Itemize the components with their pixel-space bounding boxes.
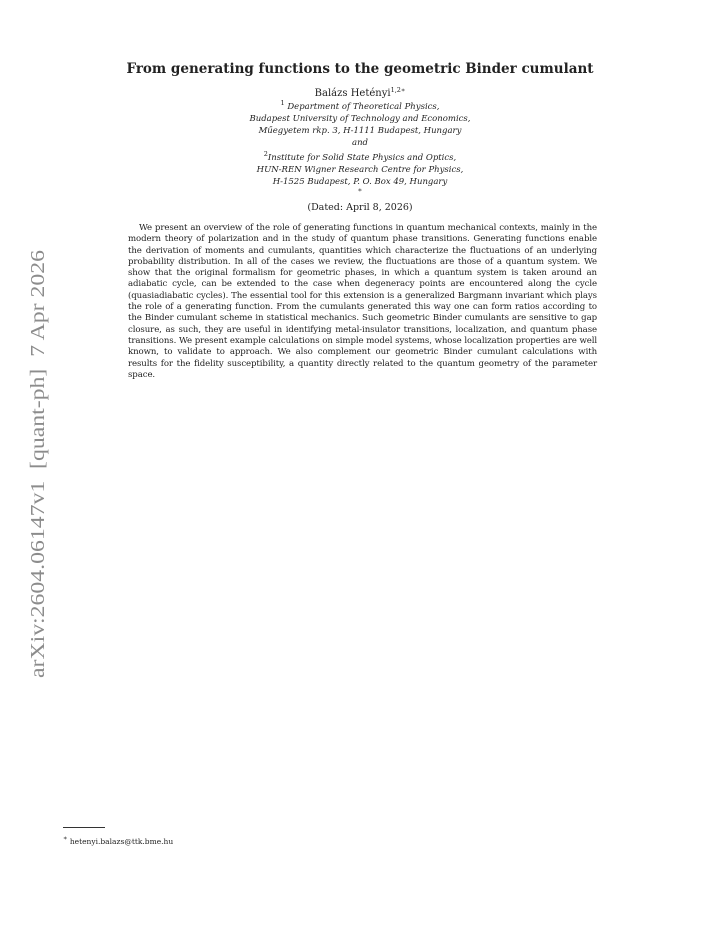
arxiv-sidebar-stamp xyxy=(16,250,56,680)
star-marker: ∗ xyxy=(357,186,363,194)
affiliation-1-line-1 xyxy=(0,101,720,113)
affiliation-1-line-2: Budapest University of Technology and Economics, xyxy=(249,114,471,124)
arxiv-identifier: arXiv:2604.06147v1 [quant-ph] 7 Apr 2026 xyxy=(28,326,49,678)
author-email: hetenyi.balazs@ttk.bme.hu xyxy=(69,837,174,846)
author-line xyxy=(0,88,720,100)
footnote xyxy=(63,834,174,847)
affiliation-2-line-1 xyxy=(0,152,720,164)
footnote-marker: ∗ xyxy=(63,834,68,842)
affiliation-2-text: Institute for Solid State Physics and Optics, xyxy=(267,153,457,163)
dated-line: (Dated: April 8, 2026) xyxy=(307,202,413,213)
author-affiliation-marker: 1,2∗ xyxy=(390,86,406,94)
abstract: We present an overview of the role of generating functions in quantum mechanical contexts, mainly in the modern theory of polarization and in the study of quantum phase transitions. Generating functions enable the derivation of moments and cumulants, quantities which characterize the fluctuations of an underlying probability distribution. In all of the cases we review, the fluctuations are those of a quantum system. We show that the original formalism for geometric phases, in which a quantum system is taken around an adiabatic cycle, can be extended to the case when degeneracy points are encountered along the cycle (quasiadiabatic cycles). The essential tool for this extension is a generalized Bargmann invariant which plays the role of a generating function. From the cumulants generated this way one can form ratios according to the Binder cumulant scheme in statistical mechanics. Such geometric Binder cumulants are sensitive to gap closure, as such, they are useful in identifying metal-insulator transitions, localization, and quantum phase transitions. We present example calculations on simple model systems, whose localization properties are well known, to validate to approach. We also complement our geometric Binder cumulant calculations with results for the fidelity susceptibility, a quantity directly related to the quantum geometry of the parameter space. xyxy=(128,223,597,380)
affiliation-1-line-3: Műegyetem rkp. 3, H-1111 Budapest, Hungary xyxy=(258,126,462,136)
footnote-divider xyxy=(63,827,105,828)
affiliation-2-line-3: H-1525 Budapest, P. O. Box 49, Hungary xyxy=(272,177,448,187)
affiliation-2-marker: 2 xyxy=(263,150,268,158)
affiliation-1-marker: 1 xyxy=(280,99,285,107)
affiliation-1-text: Department of Theoretical Physics, xyxy=(287,102,440,112)
affiliation-2-line-2: HUN-REN Wigner Research Centre for Physics, xyxy=(256,165,464,175)
paper-title: From generating functions to the geometric Binder cumulant xyxy=(126,61,594,77)
author-name: Balázs Hetényi xyxy=(314,88,391,99)
affiliation-and: and xyxy=(352,138,368,148)
